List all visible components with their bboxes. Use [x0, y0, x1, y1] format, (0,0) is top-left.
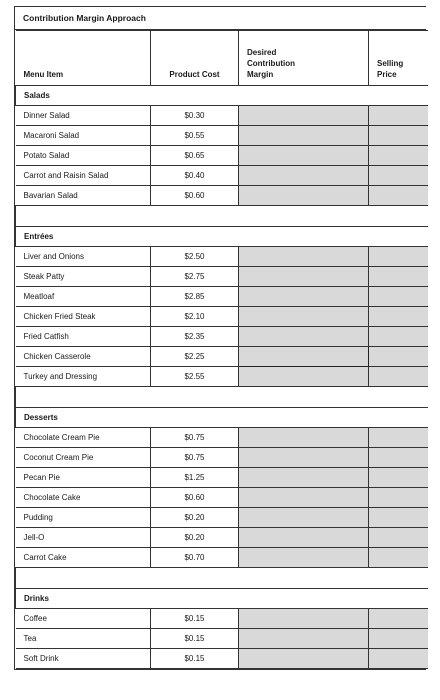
desired-contribution-margin-cell[interactable] [239, 448, 369, 468]
desired-contribution-margin-cell[interactable] [239, 287, 369, 307]
menu-item-name: Chocolate Cake [16, 488, 151, 508]
desired-contribution-margin-cell[interactable] [239, 146, 369, 166]
selling-price-cell[interactable] [369, 287, 428, 307]
section-title: Entrées [16, 227, 428, 247]
desired-contribution-margin-cell[interactable] [239, 307, 369, 327]
desired-contribution-margin-cell[interactable] [239, 428, 369, 448]
selling-price-cell[interactable] [369, 609, 428, 629]
product-cost: $2.25 [151, 347, 239, 367]
section-header-row [16, 227, 428, 247]
product-cost: $0.20 [151, 528, 239, 548]
table-row [16, 287, 428, 307]
table-row [16, 609, 428, 629]
menu-item-name: Coconut Cream Pie [16, 448, 151, 468]
section-header-row [16, 86, 428, 106]
header-selling-line1: Selling [377, 59, 404, 68]
product-cost: $0.15 [151, 609, 239, 629]
section-spacer [16, 387, 428, 408]
desired-contribution-margin-cell[interactable] [239, 327, 369, 347]
desired-contribution-margin-cell[interactable] [239, 126, 369, 146]
table-row [16, 448, 428, 468]
desired-contribution-margin-cell[interactable] [239, 649, 369, 669]
spacer-cell [16, 206, 428, 227]
menu-item-name: Liver and Onions [16, 247, 151, 267]
header-desired-line2: Contribution [247, 59, 295, 68]
product-cost: $0.15 [151, 649, 239, 669]
menu-item-name: Coffee [16, 609, 151, 629]
selling-price-cell[interactable] [369, 548, 428, 568]
menu-item-name: Carrot Cake [16, 548, 151, 568]
product-cost: $2.35 [151, 327, 239, 347]
desired-contribution-margin-cell[interactable] [239, 247, 369, 267]
selling-price-cell[interactable] [369, 247, 428, 267]
table-row [16, 528, 428, 548]
spacer-cell [16, 387, 428, 408]
product-cost: $0.70 [151, 548, 239, 568]
selling-price-cell[interactable] [369, 367, 428, 387]
product-cost: $2.50 [151, 247, 239, 267]
selling-price-cell[interactable] [369, 106, 428, 126]
desired-contribution-margin-cell[interactable] [239, 267, 369, 287]
product-cost: $2.55 [151, 367, 239, 387]
section-title: Desserts [16, 408, 428, 428]
menu-item-name: Steak Patty [16, 267, 151, 287]
table-row [16, 508, 428, 528]
table-row [16, 468, 428, 488]
product-cost: $0.40 [151, 166, 239, 186]
selling-price-cell[interactable] [369, 629, 428, 649]
desired-contribution-margin-cell[interactable] [239, 468, 369, 488]
desired-contribution-margin-cell[interactable] [239, 488, 369, 508]
menu-item-name: Chocolate Cream Pie [16, 428, 151, 448]
menu-pricing-table [15, 30, 428, 669]
menu-item-name: Soft Drink [16, 649, 151, 669]
product-cost: $0.65 [151, 146, 239, 166]
table-row [16, 649, 428, 669]
menu-item-name: Macaroni Salad [16, 126, 151, 146]
desired-contribution-margin-cell[interactable] [239, 106, 369, 126]
menu-item-name: Carrot and Raisin Salad [16, 166, 151, 186]
table-row [16, 347, 428, 367]
header-product-cost: Product Cost [151, 31, 239, 86]
menu-item-name: Bavarian Salad [16, 186, 151, 206]
section-title: Salads [16, 86, 428, 106]
desired-contribution-margin-cell[interactable] [239, 528, 369, 548]
table-body [16, 86, 428, 669]
table-row [16, 247, 428, 267]
section-title: Drinks [16, 589, 428, 609]
desired-contribution-margin-cell[interactable] [239, 347, 369, 367]
menu-item-name: Turkey and Dressing [16, 367, 151, 387]
menu-item-name: Dinner Salad [16, 106, 151, 126]
sheet-title: Contribution Margin Approach [15, 7, 426, 30]
menu-item-name: Pecan Pie [16, 468, 151, 488]
desired-contribution-margin-cell[interactable] [239, 548, 369, 568]
header-desired-line3: Margin [247, 70, 274, 79]
selling-price-cell[interactable] [369, 307, 428, 327]
selling-price-cell[interactable] [369, 649, 428, 669]
section-header-row [16, 408, 428, 428]
desired-contribution-margin-cell[interactable] [239, 186, 369, 206]
desired-contribution-margin-cell[interactable] [239, 166, 369, 186]
product-cost: $1.25 [151, 468, 239, 488]
selling-price-cell[interactable] [369, 327, 428, 347]
menu-item-name: Jell-O [16, 528, 151, 548]
spacer-cell [16, 568, 428, 589]
selling-price-cell[interactable] [369, 146, 428, 166]
section-spacer [16, 568, 428, 589]
table-row [16, 629, 428, 649]
header-selling-price [369, 31, 428, 86]
table-row [16, 367, 428, 387]
selling-price-cell[interactable] [369, 448, 428, 468]
product-cost: $0.75 [151, 448, 239, 468]
table-row [16, 488, 428, 508]
table-row [16, 428, 428, 448]
menu-item-name: Pudding [16, 508, 151, 528]
selling-price-cell[interactable] [369, 166, 428, 186]
table-row [16, 327, 428, 347]
product-cost: $0.30 [151, 106, 239, 126]
header-menu-item: Menu Item [16, 31, 151, 86]
table-row [16, 186, 428, 206]
product-cost: $2.10 [151, 307, 239, 327]
header-selling-line2: Price [377, 70, 397, 79]
header-row [16, 31, 428, 86]
product-cost: $0.60 [151, 488, 239, 508]
desired-contribution-margin-cell[interactable] [239, 629, 369, 649]
selling-price-cell[interactable] [369, 468, 428, 488]
selling-price-cell[interactable] [369, 508, 428, 528]
menu-item-name: Chicken Casserole [16, 347, 151, 367]
contribution-margin-sheet [14, 6, 426, 670]
menu-item-name: Tea [16, 629, 151, 649]
selling-price-cell[interactable] [369, 267, 428, 287]
product-cost: $2.85 [151, 287, 239, 307]
table-row [16, 166, 428, 186]
selling-price-cell[interactable] [369, 347, 428, 367]
section-spacer [16, 206, 428, 227]
section-header-row [16, 589, 428, 609]
selling-price-cell[interactable] [369, 428, 428, 448]
product-cost: $0.55 [151, 126, 239, 146]
menu-item-name: Fried Catfish [16, 327, 151, 347]
header-desired-line1: Desired [247, 48, 277, 57]
selling-price-cell[interactable] [369, 528, 428, 548]
selling-price-cell[interactable] [369, 126, 428, 146]
menu-item-name: Potato Salad [16, 146, 151, 166]
menu-item-name: Chicken Fried Steak [16, 307, 151, 327]
menu-item-name: Meatloaf [16, 287, 151, 307]
table-row [16, 307, 428, 327]
product-cost: $2.75 [151, 267, 239, 287]
table-row [16, 267, 428, 287]
product-cost: $0.60 [151, 186, 239, 206]
table-row [16, 106, 428, 126]
product-cost: $0.20 [151, 508, 239, 528]
product-cost: $0.15 [151, 629, 239, 649]
table-row [16, 548, 428, 568]
desired-contribution-margin-cell[interactable] [239, 609, 369, 629]
table-row [16, 126, 428, 146]
desired-contribution-margin-cell[interactable] [239, 367, 369, 387]
selling-price-cell[interactable] [369, 186, 428, 206]
table-row [16, 146, 428, 166]
selling-price-cell[interactable] [369, 488, 428, 508]
product-cost: $0.75 [151, 428, 239, 448]
header-desired-contribution-margin [239, 31, 369, 86]
desired-contribution-margin-cell[interactable] [239, 508, 369, 528]
